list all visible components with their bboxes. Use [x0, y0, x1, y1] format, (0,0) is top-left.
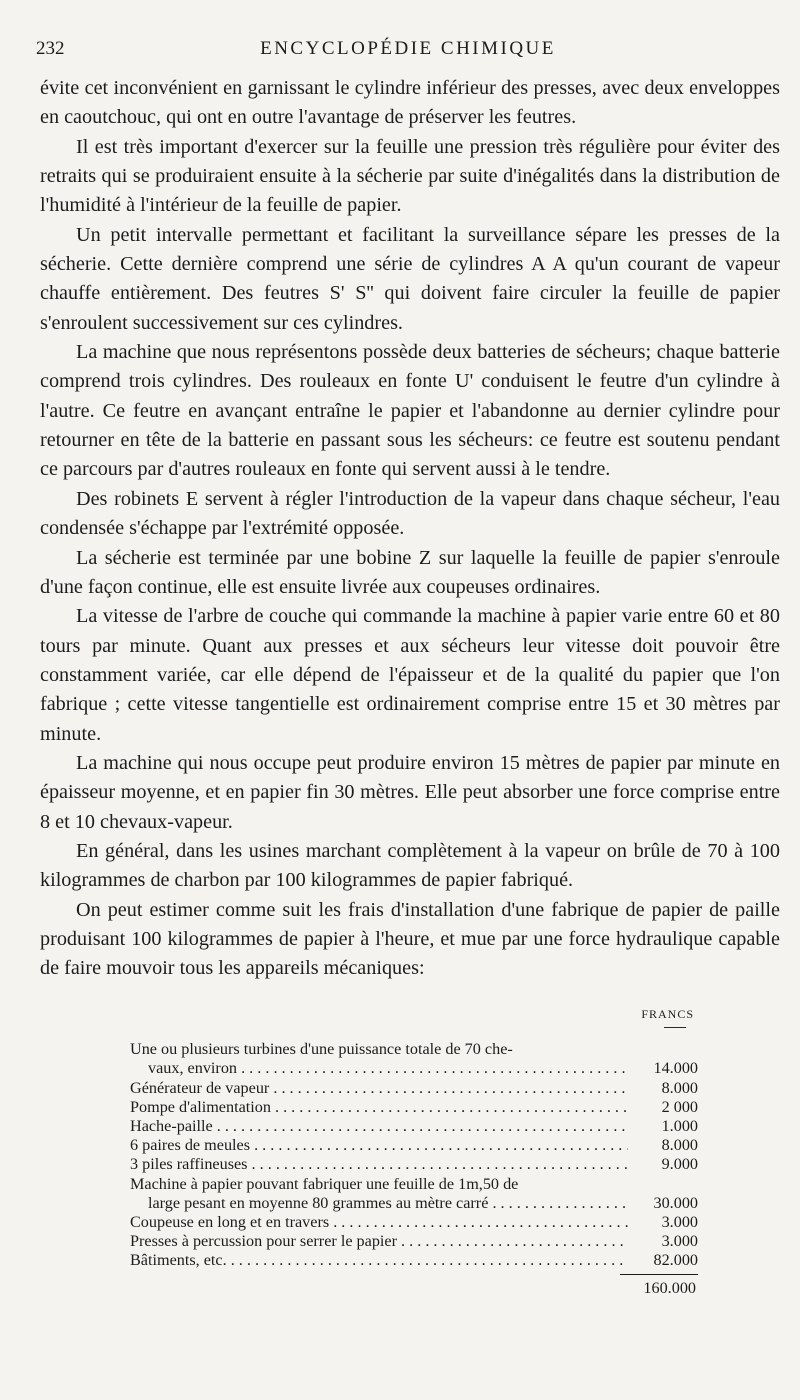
cost-amount: 1.000: [661, 1117, 698, 1135]
cost-label-first-line: Une ou plusieurs turbines d'une puissance totale de 70 che-: [130, 1040, 513, 1059]
cost-row: [130, 1079, 698, 1098]
cost-label: Bâtiments, etc. . . .: [130, 1251, 628, 1270]
cost-label: Hache-paille . . .: [130, 1117, 628, 1136]
paragraph: La machine qui nous occupe peut produire environ 15 mètres de papier par minute en épaisseur moyenne, et en papier fin 30 mètres. Elle peut absorber une force comprise entre 8 et 10 chevaux-vapeur.: [40, 751, 780, 833]
paragraph: Il est très important d'exercer sur la feuille une pression très régulière pour éviter des retraits qui se produiraient ensuite à la sécherie par suite d'inégalités dans la distribution de l'humidité à l'intérieur de la feuille de papier.: [40, 135, 780, 217]
running-title: ENCYCLOPÉDIE CHIMIQUE: [260, 38, 556, 59]
currency-divider: [664, 1027, 686, 1028]
currency-label: FRANCS: [641, 1007, 694, 1021]
cost-label: 3 piles raffineuses . . .: [130, 1155, 628, 1174]
cost-label: Coupeuse en long et en travers . . .: [130, 1213, 628, 1232]
cost-label: Pompe d'alimentation . . .: [130, 1098, 628, 1117]
cost-label: Générateur de vapeur . . .: [130, 1079, 628, 1098]
paragraph: En général, dans les usines marchant complètement à la vapeur on brûle de 70 à 100 kilogrammes de charbon par 100 kilogrammes de papier fabriqué.: [40, 839, 780, 892]
cost-amount: 8.000: [661, 1136, 698, 1155]
paragraph: La sécherie est terminée par une bobine Z sur laquelle la feuille de papier s'enroule d'une façon continue, elle est ensuite livrée aux coupeuses ordinaires.: [40, 546, 780, 598]
cost-row: [130, 1117, 698, 1136]
cost-table: [130, 1005, 698, 1298]
cost-row: [130, 1232, 698, 1251]
cost-row: [130, 1175, 698, 1213]
cost-row: [130, 1213, 698, 1232]
paragraph: On peut estimer comme suit les frais d'installation d'une fabrique de papier de paille produisant 100 kilogrammes de papier à l'heure, et mue par une force hydraulique capable de faire mouvoir tous les appareils mécaniques:: [40, 898, 780, 980]
cost-row: [130, 1098, 698, 1117]
cost-label: 6 paires de meules . . .: [130, 1136, 628, 1155]
cost-amount: 14.000: [653, 1059, 698, 1078]
cost-row: [130, 1155, 698, 1174]
cost-label-first-line: Machine à papier pouvant fabriquer une feuille de 1m,50 de: [130, 1174, 519, 1193]
cost-amount: 2 000: [661, 1097, 698, 1116]
cost-amount: 9.000: [661, 1155, 698, 1174]
cost-amount: 30.000: [653, 1193, 698, 1212]
cost-label: large pesant en moyenne 80 grammes au mètre carré . . .: [148, 1194, 628, 1213]
paragraph: Des robinets E servent à régler l'introduction de la vapeur dans chaque sécheur, l'eau condensée s'échappe par l'extrémité opposée.: [40, 487, 780, 540]
cost-amount: 3.000: [661, 1213, 698, 1232]
cost-row: [130, 1040, 698, 1078]
cost-label: Presses à percussion pour serrer le papier . . .: [130, 1232, 628, 1251]
cost-label: vaux, environ . . .: [148, 1059, 628, 1078]
paragraph: La machine que nous représentons possède deux batteries de sécheurs; chaque batterie comprend trois cylindres. Des rouleaux en fonte U' conduisent le feutre d'un cylindre à l'autre. Ce feutre en avançant entraîne le papier et l'abandonne au dernier cylindre pour retourner en tête de la batterie en passant sous les sécheurs: ce feutre est soutenu pendant ce parcours par d'autres rouleaux en fonte qui servent aussi à le tendre.: [40, 341, 780, 481]
paragraph: Un petit intervalle permettant et facilitant la surveillance sépare les presses de la sécherie. Cette dernière comprend une série de cylindres A A qu'un courant de vapeur chauffe entièrement. Des feutres S' S'' qui doivent faire circuler la feuille de papier s'enroulent successivement sur ces cylindres.: [40, 223, 780, 334]
page-number: 232: [36, 38, 65, 59]
cost-amount: 8.000: [661, 1078, 698, 1097]
cost-amount: 3.000: [661, 1232, 698, 1251]
cost-total: 160.000: [643, 1278, 696, 1297]
paragraph: évite cet inconvénient en garnissant le cylindre inférieur des presses, avec deux enveloppes en caoutchouc, qui ont en outre l'avantage de préserver les feutres.: [40, 77, 780, 129]
cost-amount: 82.000: [653, 1251, 698, 1270]
page-header: [36, 38, 780, 62]
body-text: [40, 74, 780, 984]
paragraph: La vitesse de l'arbre de couche qui commande la machine à papier varie entre 60 et 80 tours par minute. Quant aux presses et aux sécheurs leur vitesse doit pouvoir être constamment variée, car elle dépend de l'épaisseur et de la qualité du papier que l'on fabrique ; cette vitesse tangentielle est ordinairement comprise entre 15 et 30 mètres par minute.: [40, 605, 780, 745]
cost-row: [130, 1251, 698, 1270]
total-rule: [620, 1274, 698, 1275]
cost-row: [130, 1136, 698, 1155]
